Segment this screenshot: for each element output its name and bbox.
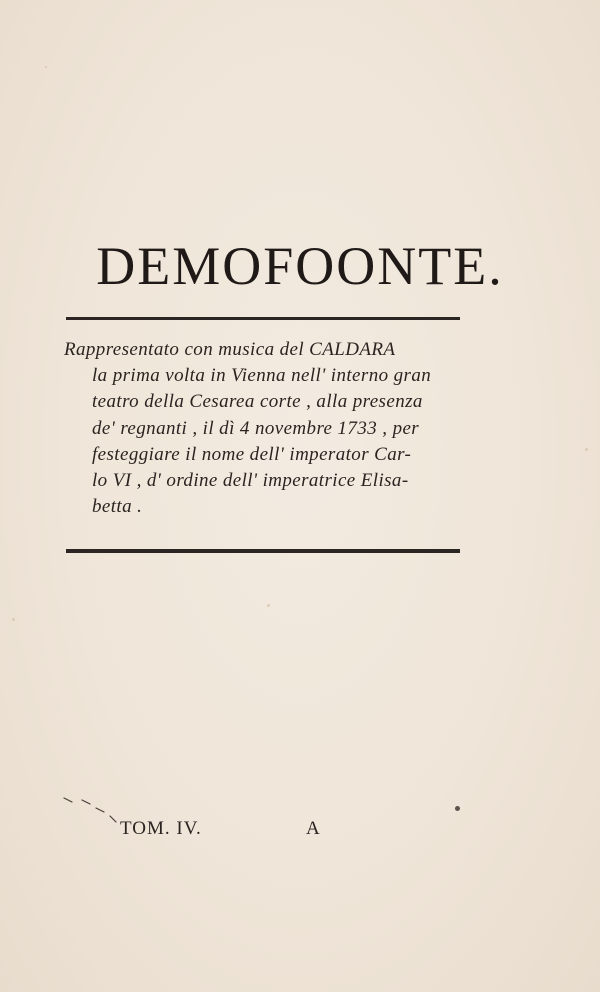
description-line-2: la prima volta in Vienna nell' interno gran: [92, 365, 432, 387]
description-line-4: de' regnanti , il dì 4 novembre 1733 , per: [92, 417, 420, 439]
foxing-spot: [267, 604, 270, 607]
description-line-3: teatro della Cesarea corte , alla presenza: [92, 391, 423, 413]
title-description: [64, 337, 484, 520]
signature-mark: A: [306, 818, 321, 839]
foxing-spot: [585, 448, 588, 451]
foxing-spot: [455, 806, 460, 811]
description-line-5: festeggiare il nome dell' imperator Car-: [92, 443, 412, 465]
play-title: DEMOFOONTE.: [96, 236, 504, 296]
top-rule: [66, 317, 460, 320]
bottom-rule: [66, 549, 460, 553]
description-line-1: Rappresentato con musica del CALDARA: [64, 339, 396, 360]
ink-marks-icon: [60, 790, 120, 830]
description-line-7: betta .: [92, 496, 143, 518]
foxing-spot: [12, 618, 15, 621]
foxing-spot: [45, 66, 47, 68]
description-line-6: lo VI , d' ordine dell' imperatrice Elisa-: [92, 470, 409, 492]
volume-label: TOM. IV.: [120, 818, 202, 839]
